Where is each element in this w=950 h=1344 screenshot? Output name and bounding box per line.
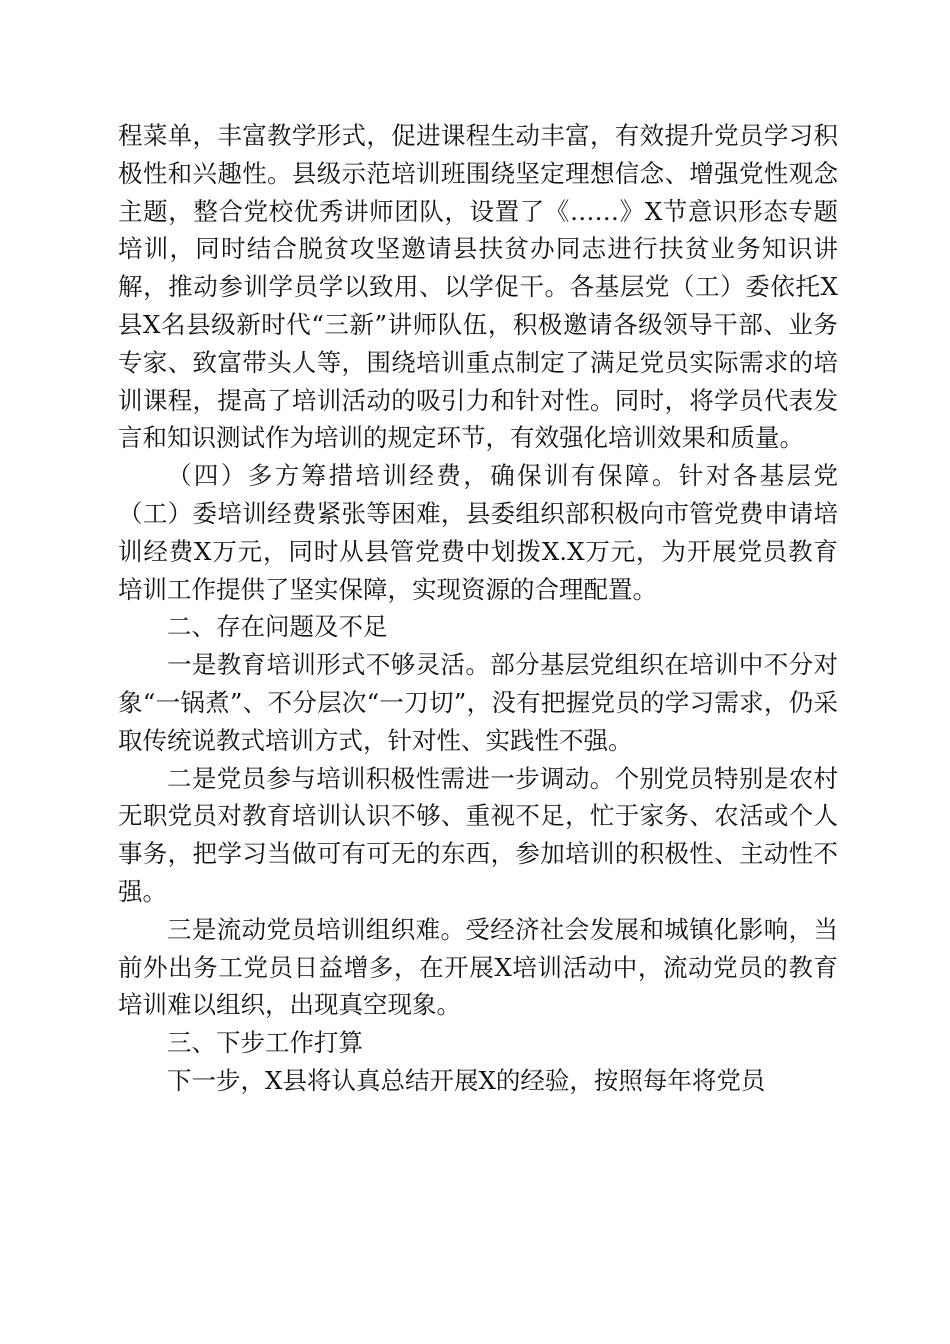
paragraph-problem-two: 二是党员参与培训积极性需进一步调动。个别党员特别是农村无职党员对教育培训认识不够、重视不足，忙于家务、农活或个人事务，把学习当做可有可无的东西，参加培训的积极性、主动性不强。 — [118, 763, 838, 906]
paragraph-problem-one: 一是教育培训形式不够灵活。部分基层党组织在培训中不分对象“一锅煮”、不分层次“一刀切”，没有把握党员的学习需求，仍采取传统说教式培训方式，针对性、实践性不强。 — [118, 650, 838, 755]
section-heading-next-steps: 三、下步工作打算 — [167, 1028, 363, 1058]
paragraph-problem-three: 三是流动党员培训组织难。受经济社会发展和城镇化影响，当前外出务工党员日益增多，在开展X培训活动中，流动党员的教育培训难以组织，出现真空现象。 — [118, 914, 838, 1020]
paragraph-next-steps: 下一步，X县将认真总结开展X的经验，按照每年将党员 — [167, 1065, 766, 1095]
document-page — [118, 117, 838, 1100]
paragraph-continuation: 程菜单，丰富教学形式，促进课程生动丰富，有效提升党员学习积极性和兴趣性。县级示范培训班围绕坚定理想信念、增强党性观念主题，整合党校优秀讲师团队，设置了《……》X节意识形态专题培训，同时结合脱贫攻坚邀请县扶贫办同志进行扶贫业务知识讲解，推动参训学员学以致用、以学促干。各基层党（工）委依托X县X名县级新时代“三新”讲师队伍，积极邀请各级领导干部、业务专家、致富带头人等，围绕培训重点制定了满足党员实际需求的培训课程，提高了培训活动的吸引力和针对性。同时，将学员代表发言和知识测试作为培训的规定环节，有效强化培训效果和质量。 — [118, 121, 838, 453]
section-heading-problems: 二、存在问题及不足 — [167, 612, 388, 642]
paragraph-funding: （四）多方筹措培训经费，确保训有保障。针对各基层党（工）委培训经费紧张等困难，县委组织部积极向市管党费申请培训经费X万元，同时从县管党费中划拨X.X万元，为开展党员教育培训工作提供了坚实保障，实现资源的合理配置。 — [118, 461, 838, 604]
